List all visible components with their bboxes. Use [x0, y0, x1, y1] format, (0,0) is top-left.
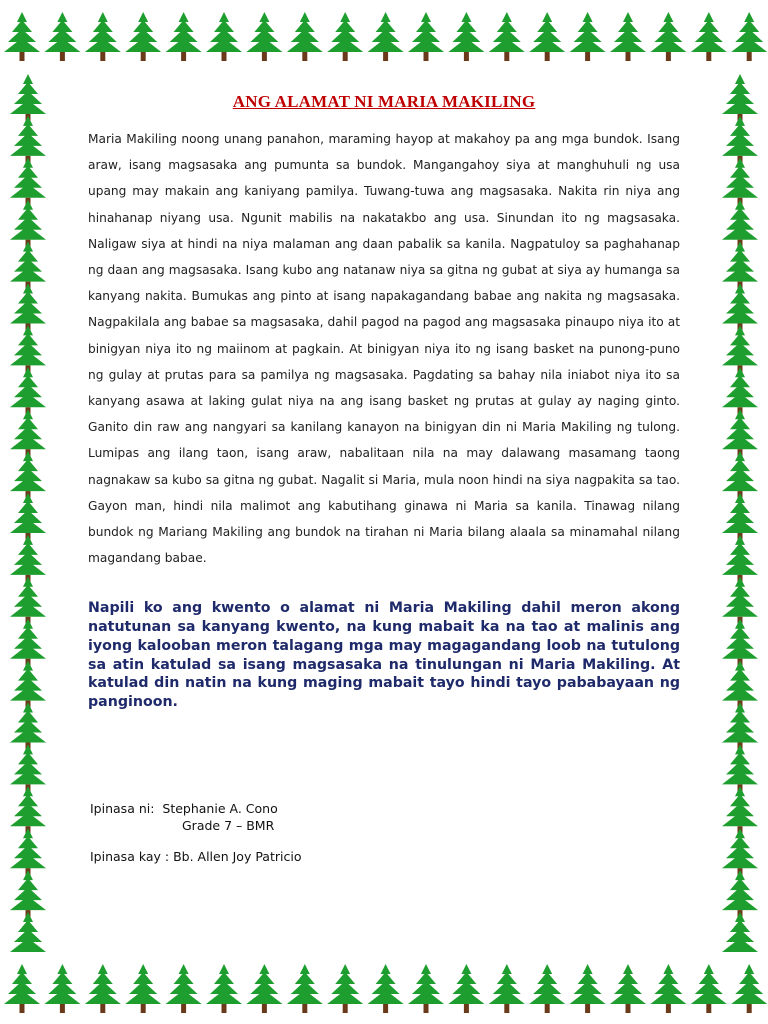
christmas-tree-icon [722, 451, 758, 500]
christmas-tree-icon [691, 964, 727, 1013]
christmas-tree-icon [722, 828, 758, 877]
christmas-tree-icon [327, 12, 363, 61]
christmas-tree-icon [650, 12, 686, 61]
christmas-tree-icon [10, 912, 46, 952]
christmas-tree-icon [10, 619, 46, 668]
top-tree-border [0, 0, 768, 72]
christmas-tree-icon [731, 964, 767, 1013]
christmas-tree-icon [10, 661, 46, 710]
christmas-tree-icon [10, 200, 46, 249]
christmas-tree-icon [10, 577, 46, 626]
submitted-by-label: Ipinasa ni: [90, 801, 155, 816]
christmas-tree-icon [408, 964, 444, 1013]
christmas-tree-icon [10, 325, 46, 374]
christmas-tree-icon [408, 12, 444, 61]
christmas-tree-icon [722, 744, 758, 793]
christmas-tree-icon [44, 964, 80, 1013]
christmas-tree-icon [722, 325, 758, 374]
christmas-tree-icon [722, 116, 758, 165]
christmas-tree-icon [489, 12, 525, 61]
christmas-tree-icon [287, 12, 323, 61]
christmas-tree-icon [10, 116, 46, 165]
christmas-tree-icon [731, 12, 767, 61]
christmas-tree-icon [529, 964, 565, 1013]
christmas-tree-icon [368, 12, 404, 61]
christmas-tree-icon [206, 12, 242, 61]
christmas-tree-icon [570, 964, 606, 1013]
christmas-tree-icon [722, 535, 758, 584]
christmas-tree-icon [722, 367, 758, 416]
christmas-tree-icon [10, 744, 46, 793]
bottom-tree-border [0, 952, 768, 1024]
christmas-tree-icon [10, 158, 46, 207]
christmas-tree-icon [85, 964, 121, 1013]
christmas-tree-icon [722, 158, 758, 207]
christmas-tree-icon [368, 964, 404, 1013]
christmas-tree-icon [4, 12, 40, 61]
christmas-tree-icon [722, 242, 758, 291]
christmas-tree-icon [10, 535, 46, 584]
christmas-tree-icon [10, 786, 46, 835]
document-body [88, 92, 680, 712]
christmas-tree-icon [85, 12, 121, 61]
document-title: ANG ALAMAT NI MARIA MAKILING [232, 92, 536, 111]
submitted-to-label: Ipinasa kay : [90, 849, 170, 864]
christmas-tree-icon [10, 242, 46, 291]
christmas-tree-icon [722, 200, 758, 249]
reflection-paragraph: Napili ko ang kwento o alamat ni Maria Makiling dahil meron akong natutunan sa kanyang kwento, na kung mabait ka na tao at malinis ang iyong kalooban meron talagang mga may magagandang loob na tutulong sa atin katulad sa isang magsasaka na tinulungan ni Maria Makiling. At katulad din natin na kung maging mabait tayo hindi tayo pababayaan ng panginoon. [88, 600, 680, 710]
christmas-tree-icon [722, 493, 758, 542]
christmas-tree-icon [448, 964, 484, 1013]
christmas-tree-icon [166, 12, 202, 61]
christmas-tree-icon [125, 964, 161, 1013]
christmas-tree-icon [4, 964, 40, 1013]
submitted-by-row [90, 800, 590, 817]
christmas-tree-icon [10, 284, 46, 333]
christmas-tree-icon [125, 12, 161, 61]
christmas-tree-icon [489, 964, 525, 1013]
christmas-tree-icon [10, 74, 46, 123]
christmas-tree-icon [650, 964, 686, 1013]
christmas-tree-icon [10, 703, 46, 752]
christmas-tree-icon [287, 964, 323, 1013]
christmas-tree-icon [722, 786, 758, 835]
christmas-tree-icon [10, 451, 46, 500]
right-tree-border [696, 72, 768, 952]
christmas-tree-icon [722, 661, 758, 710]
submitted-to-row [90, 848, 590, 865]
christmas-tree-icon [722, 577, 758, 626]
christmas-tree-icon [10, 367, 46, 416]
christmas-tree-icon [206, 964, 242, 1013]
christmas-tree-icon [722, 912, 758, 952]
grade-section: Grade 7 – BMR [182, 818, 275, 833]
christmas-tree-icon [166, 964, 202, 1013]
christmas-tree-icon [10, 828, 46, 877]
christmas-tree-icon [529, 12, 565, 61]
christmas-tree-icon [722, 703, 758, 752]
christmas-tree-icon [722, 870, 758, 919]
christmas-tree-icon [722, 619, 758, 668]
grade-row [90, 817, 590, 834]
left-tree-border [0, 72, 72, 952]
christmas-tree-icon [610, 964, 646, 1013]
christmas-tree-icon [722, 284, 758, 333]
submitted-by-name: Stephanie A. Cono [162, 801, 278, 816]
christmas-tree-icon [10, 493, 46, 542]
christmas-tree-icon [44, 12, 80, 61]
christmas-tree-icon [610, 12, 646, 61]
christmas-tree-icon [570, 12, 606, 61]
christmas-tree-icon [10, 409, 46, 458]
christmas-tree-icon [327, 964, 363, 1013]
christmas-tree-icon [722, 409, 758, 458]
christmas-tree-icon [722, 74, 758, 123]
christmas-tree-icon [691, 12, 727, 61]
submitted-to-name: Bb. Allen Joy Patricio [173, 849, 302, 864]
story-paragraph: Maria Makiling noong unang panahon, maraming hayop at makahoy pa ang mga bundok. Isang araw, isang magsasaka ang pumunta sa bundok. Mangangahoy siya at manghuhuli ng usa upang may makain ang kaniyang pamilya. Tuwang-tuwa ang magsasaka. Nakita rin niya ang hinahanap niyang usa. Ngunit mabilis na nakatakbo ang usa. Sinundan ito ng magsasaka. Naligaw siya at hindi na niya malaman ang daan pabalik sa kanila. Nagpatuloy sa paghahanap ng daan ang magsasaka. Isang kubo ang natanaw niya sa gitna ng gubat at siya ay humanga sa kanyang nakita. Bumukas ang pinto at isang napakagandang babae ang nakita ng magsasaka. Nagpakilala ang babae sa magsasaka, dahil pagod na pagod ang magsasaka pinaupo niya ito at binigyan niya ito ng maiinom at pagkain. At binigyan niya ito ng isang basket na punong-puno ng gulay at prutas para sa pamilya ng magsasaka. Pagdating sa bahay nila iniabot niya ito sa kanyang asawa at laking gulat niya na ang isang basket ng prutas at gulay ay naging ginto. Ganito din raw ang nangyari sa kanilang kanayon na binigyan din ni Maria Makiling ng tulong. Lumipas ang ilang taon, isang araw, nabalitaan nila na may dalawang masamang taong nagnakaw sa kubo sa gitna ng gubat. Nagalit si Maria, mula noon hindi na siya nagpakita sa tao. Gayon man, hindi nila malimot ang kabutihang ginawa ni Maria sa kanila. Tinawag nilang bundok ng Mariang Makiling ang bundok na tirahan ni Maria bilang alaala sa minamahal nilang magandang babae. [88, 132, 680, 566]
signoff-block [90, 800, 590, 865]
christmas-tree-icon [448, 12, 484, 61]
christmas-tree-icon [10, 870, 46, 919]
christmas-tree-icon [246, 12, 282, 61]
christmas-tree-icon [246, 964, 282, 1013]
